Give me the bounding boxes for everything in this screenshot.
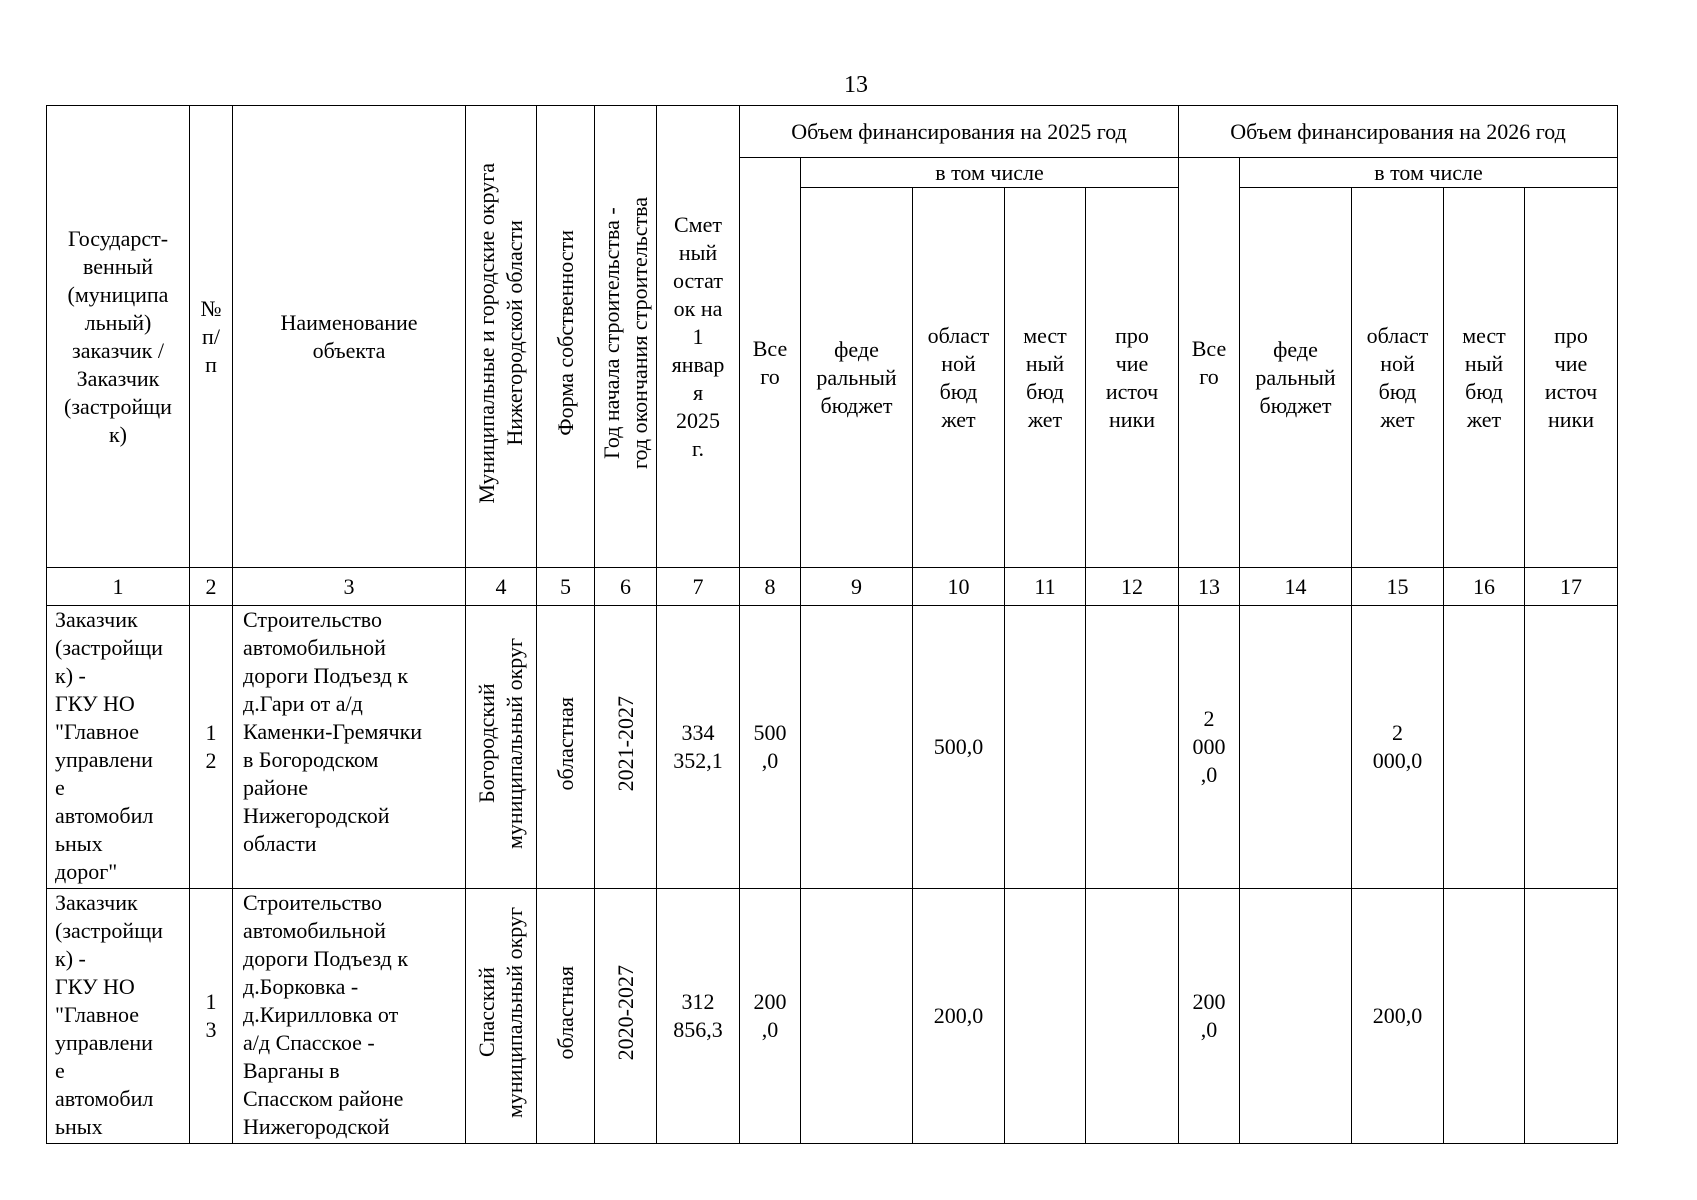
federal-2026-cell (1240, 606, 1352, 889)
column-number: 10 (913, 568, 1005, 606)
row-number: 1 3 (190, 889, 233, 1144)
local-2026-cell (1444, 889, 1525, 1144)
municipality-cell (466, 889, 537, 1144)
column-number: 9 (801, 568, 913, 606)
header-municipality: Муниципальные и городские округа Нижегородской области (474, 162, 527, 504)
column-number: 15 (1352, 568, 1444, 606)
header-estimate: Смет ный остат ок на 1 январ я 2025 г. (657, 106, 740, 568)
municipality-text: Богородский муниципальный округ (474, 637, 527, 849)
header-federal-2025: феде ральный бюджет (801, 188, 913, 568)
column-numbers-row (47, 568, 1618, 606)
header-regional-2025: област ной бюд жет (913, 188, 1005, 568)
customer-cell: Заказчик (застройщи к) - ГКУ НО "Главное управлени е автомобил ьных дорог" (47, 606, 190, 889)
header-total-2026: Все го (1179, 158, 1240, 568)
column-number: 16 (1444, 568, 1525, 606)
years-cell (595, 889, 657, 1144)
header-federal-2026: феде ральный бюджет (1240, 188, 1352, 568)
ownership-cell (537, 606, 595, 889)
municipality-cell (466, 606, 537, 889)
estimate-cell: 334 352,1 (657, 606, 740, 889)
header-including-2026: в том числе (1240, 158, 1618, 188)
header-ownership-cell (537, 106, 595, 568)
column-number: 7 (657, 568, 740, 606)
header-including-2025: в том числе (801, 158, 1179, 188)
regional-2025-cell: 500,0 (913, 606, 1005, 889)
years-cell (595, 606, 657, 889)
ownership-text: областная (552, 696, 578, 791)
header-years-cell (595, 106, 657, 568)
total-2025-cell: 200 ,0 (740, 889, 801, 1144)
ownership-text: областная (552, 965, 578, 1060)
estimate-cell: 312 856,3 (657, 889, 740, 1144)
federal-2025-cell (801, 606, 913, 889)
header-customer: Государст- венный (муниципа льный) заказчик / Заказчик (застройщи к) (47, 106, 190, 568)
regional-2025-cell: 200,0 (913, 889, 1005, 1144)
municipality-text: Спасский муниципальный округ (474, 906, 527, 1118)
header-number: № п/ п (190, 106, 233, 568)
other-2025-cell (1086, 606, 1179, 889)
column-number: 1 (47, 568, 190, 606)
object-name-cell: Строительство автомобильной дороги Подъезд к д.Борковка - д.Кирилловка от а/д Спасское - Варганы в Спасском районе Нижегородской (233, 889, 466, 1144)
header-other-2025: про чие источ ники (1086, 188, 1179, 568)
header-local-2026: мест ный бюд жет (1444, 188, 1525, 568)
page-number: 13 (844, 72, 868, 98)
column-number: 17 (1525, 568, 1618, 606)
federal-2026-cell (1240, 889, 1352, 1144)
column-number: 12 (1086, 568, 1179, 606)
local-2025-cell (1005, 889, 1086, 1144)
federal-2025-cell (801, 889, 913, 1144)
ownership-cell (537, 889, 595, 1144)
column-number: 14 (1240, 568, 1352, 606)
other-2025-cell (1086, 889, 1179, 1144)
column-number: 6 (595, 568, 657, 606)
header-object-name: Наименование объекта (233, 106, 466, 568)
years-text: 2020-2027 (612, 964, 638, 1061)
header-regional-2026: област ной бюд жет (1352, 188, 1444, 568)
customer-cell: Заказчик (застройщи к) - ГКУ НО "Главное управлени е автомобил ьных (47, 889, 190, 1144)
other-2026-cell (1525, 889, 1618, 1144)
header-fin-2025: Объем финансирования на 2025 год (740, 106, 1179, 158)
column-number: 2 (190, 568, 233, 606)
local-2025-cell (1005, 606, 1086, 889)
total-2026-cell: 200 ,0 (1179, 889, 1240, 1144)
header-ownership: Форма собственности (552, 230, 578, 436)
column-number: 3 (233, 568, 466, 606)
header-total-2025: Все го (740, 158, 801, 568)
header-other-2026: про чие источ ники (1525, 188, 1618, 568)
object-name-cell: Строительство автомобильной дороги Подъезд к д.Гари от а/д Каменки-Гремячки в Богородском районе Нижегородской области (233, 606, 466, 889)
column-number: 11 (1005, 568, 1086, 606)
column-number: 5 (537, 568, 595, 606)
total-2025-cell: 500 ,0 (740, 606, 801, 889)
header-fin-2026: Объем финансирования на 2026 год (1179, 106, 1618, 158)
financing-table (46, 105, 1618, 1144)
header-local-2025: мест ный бюд жет (1005, 188, 1086, 568)
regional-2026-cell: 2 000,0 (1352, 606, 1444, 889)
row-number: 1 2 (190, 606, 233, 889)
column-number: 13 (1179, 568, 1240, 606)
table-row (47, 889, 1618, 1144)
local-2026-cell (1444, 606, 1525, 889)
header-municipality-cell (466, 106, 537, 568)
other-2026-cell (1525, 606, 1618, 889)
table-row (47, 606, 1618, 889)
column-number: 8 (740, 568, 801, 606)
total-2026-cell: 2 000 ,0 (1179, 606, 1240, 889)
column-number: 4 (466, 568, 537, 606)
years-text: 2021-2027 (612, 695, 638, 792)
regional-2026-cell: 200,0 (1352, 889, 1444, 1144)
header-years: Год начала строительства - год окончания строительства (598, 197, 652, 469)
